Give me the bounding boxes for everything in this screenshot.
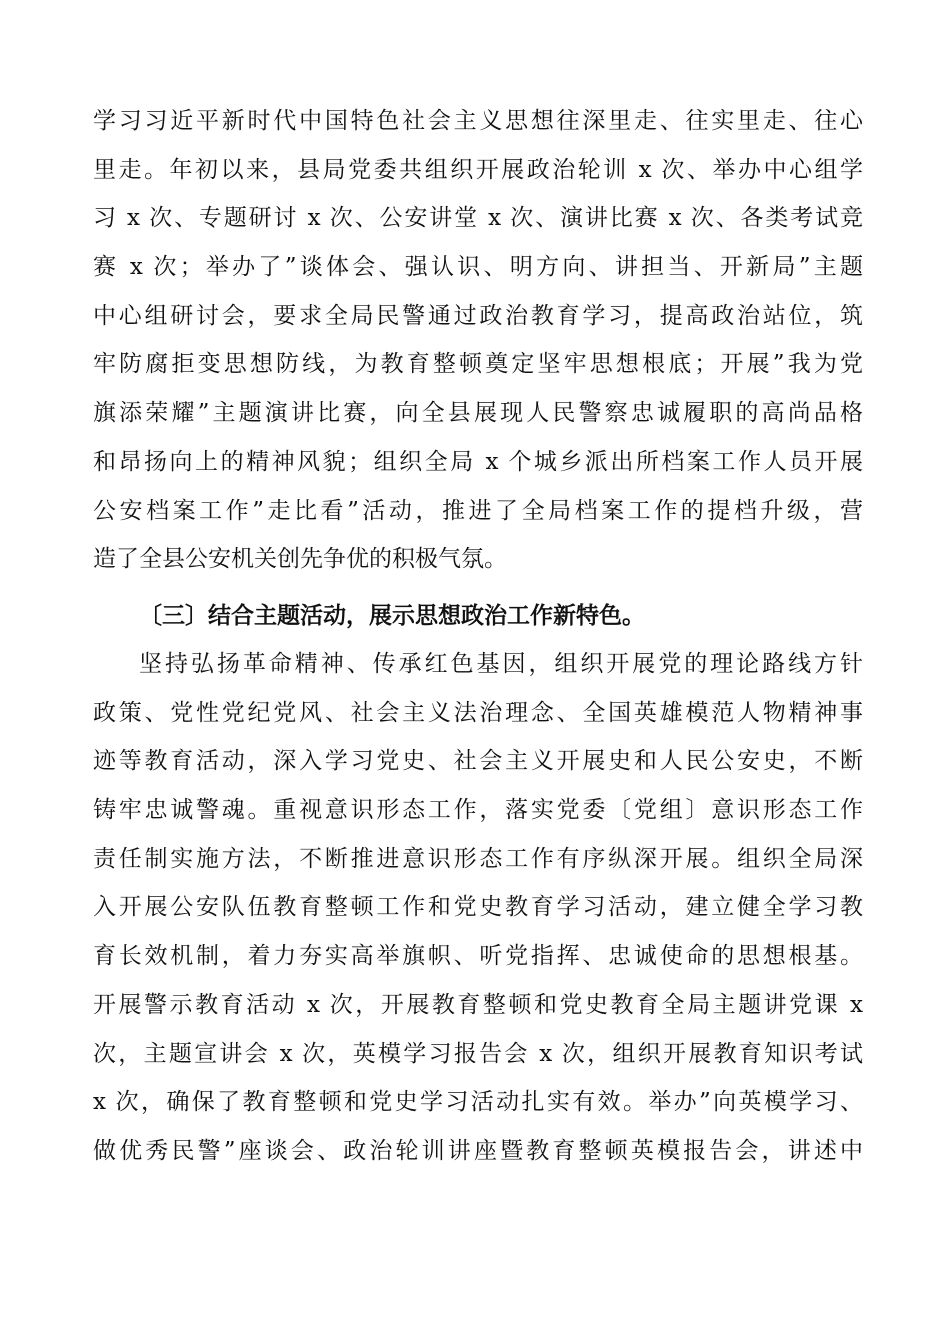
text-line: 坚持弘扬革命精神、传承红色基因，组织开展党的理论路线方针 <box>139 651 863 677</box>
text-line: 入开展公安队伍教育整顿工作和党史教育学习活动，建立健全学习教 <box>93 894 863 921</box>
text-line: x 次，确保了教育整顿和党史学习活动扎实有效。举办”向英模学习、 <box>93 1089 863 1116</box>
paragraph-2 <box>93 640 863 1176</box>
text-line: 公安档案工作”走比看”活动，推进了全局档案工作的提档升级，营 <box>93 497 863 524</box>
text-line: 旗添荣耀”主题演讲比赛，向全县展现人民警察忠诚履职的高尚品格 <box>93 400 863 427</box>
text-line: 学习习近平新时代中国特色社会主义思想往深里走、往实里走、往心 <box>93 108 863 134</box>
text-line: 中心组研讨会，要求全局民警通过政治教育学习，提高政治站位，筑 <box>93 302 863 329</box>
text-line: 政策、党性党纪党风、社会主义法治理念、全国英雄模范人物精神事 <box>93 699 863 726</box>
text-line: 迹等教育活动，深入学习党史、社会主义开展史和人民公安史，不断 <box>93 748 863 775</box>
text-line: 次，主题宣讲会 x 次，英模学习报告会 x 次，组织开展教育知识考试 <box>93 1040 863 1067</box>
section-heading: 〔三〕结合主题活动，展示思想政治工作新特色。 <box>139 603 645 629</box>
text-line: 和昂扬向上的精神风貌；组织全局 x 个城乡派出所档案工作人员开展 <box>93 448 863 475</box>
paragraph-1 <box>93 97 863 584</box>
text-line: 习 x 次、专题研讨 x 次、公安讲堂 x 次、演讲比赛 x 次、各类考试竞 <box>93 205 863 232</box>
text-line: 赛 x 次；举办了”谈体会、强认识、明方向、讲担当、开新局”主题 <box>93 254 863 281</box>
text-line: 做优秀民警”座谈会、政治轮训讲座暨教育整顿英模报告会，讲述中 <box>93 1137 863 1164</box>
text-line: 牢防腐拒变思想防线，为教育整顿奠定坚牢思想根底；开展”我为党 <box>93 351 863 378</box>
text-line: 铸牢忠诚警魂。重视意识形态工作，落实党委〔党组〕意识形态工作 <box>93 797 863 824</box>
text-line: 造了全县公安机关创先争优的积极气氛。 <box>93 546 507 573</box>
text-line: 责任制实施方法，不断推进意识形态工作有序纵深开展。组织全局深 <box>93 845 863 872</box>
text-line: 育长效机制，着力夯实高举旗帜、听党指挥、忠诚使命的思想根基。 <box>93 943 863 970</box>
text-line: 里走。年初以来，县局党委共组织开展政治轮训 x 次、举办中心组学 <box>93 156 863 183</box>
text-line: 开展警示教育活动 x 次，开展教育整顿和党史教育全局主题讲党课 x <box>93 991 863 1018</box>
